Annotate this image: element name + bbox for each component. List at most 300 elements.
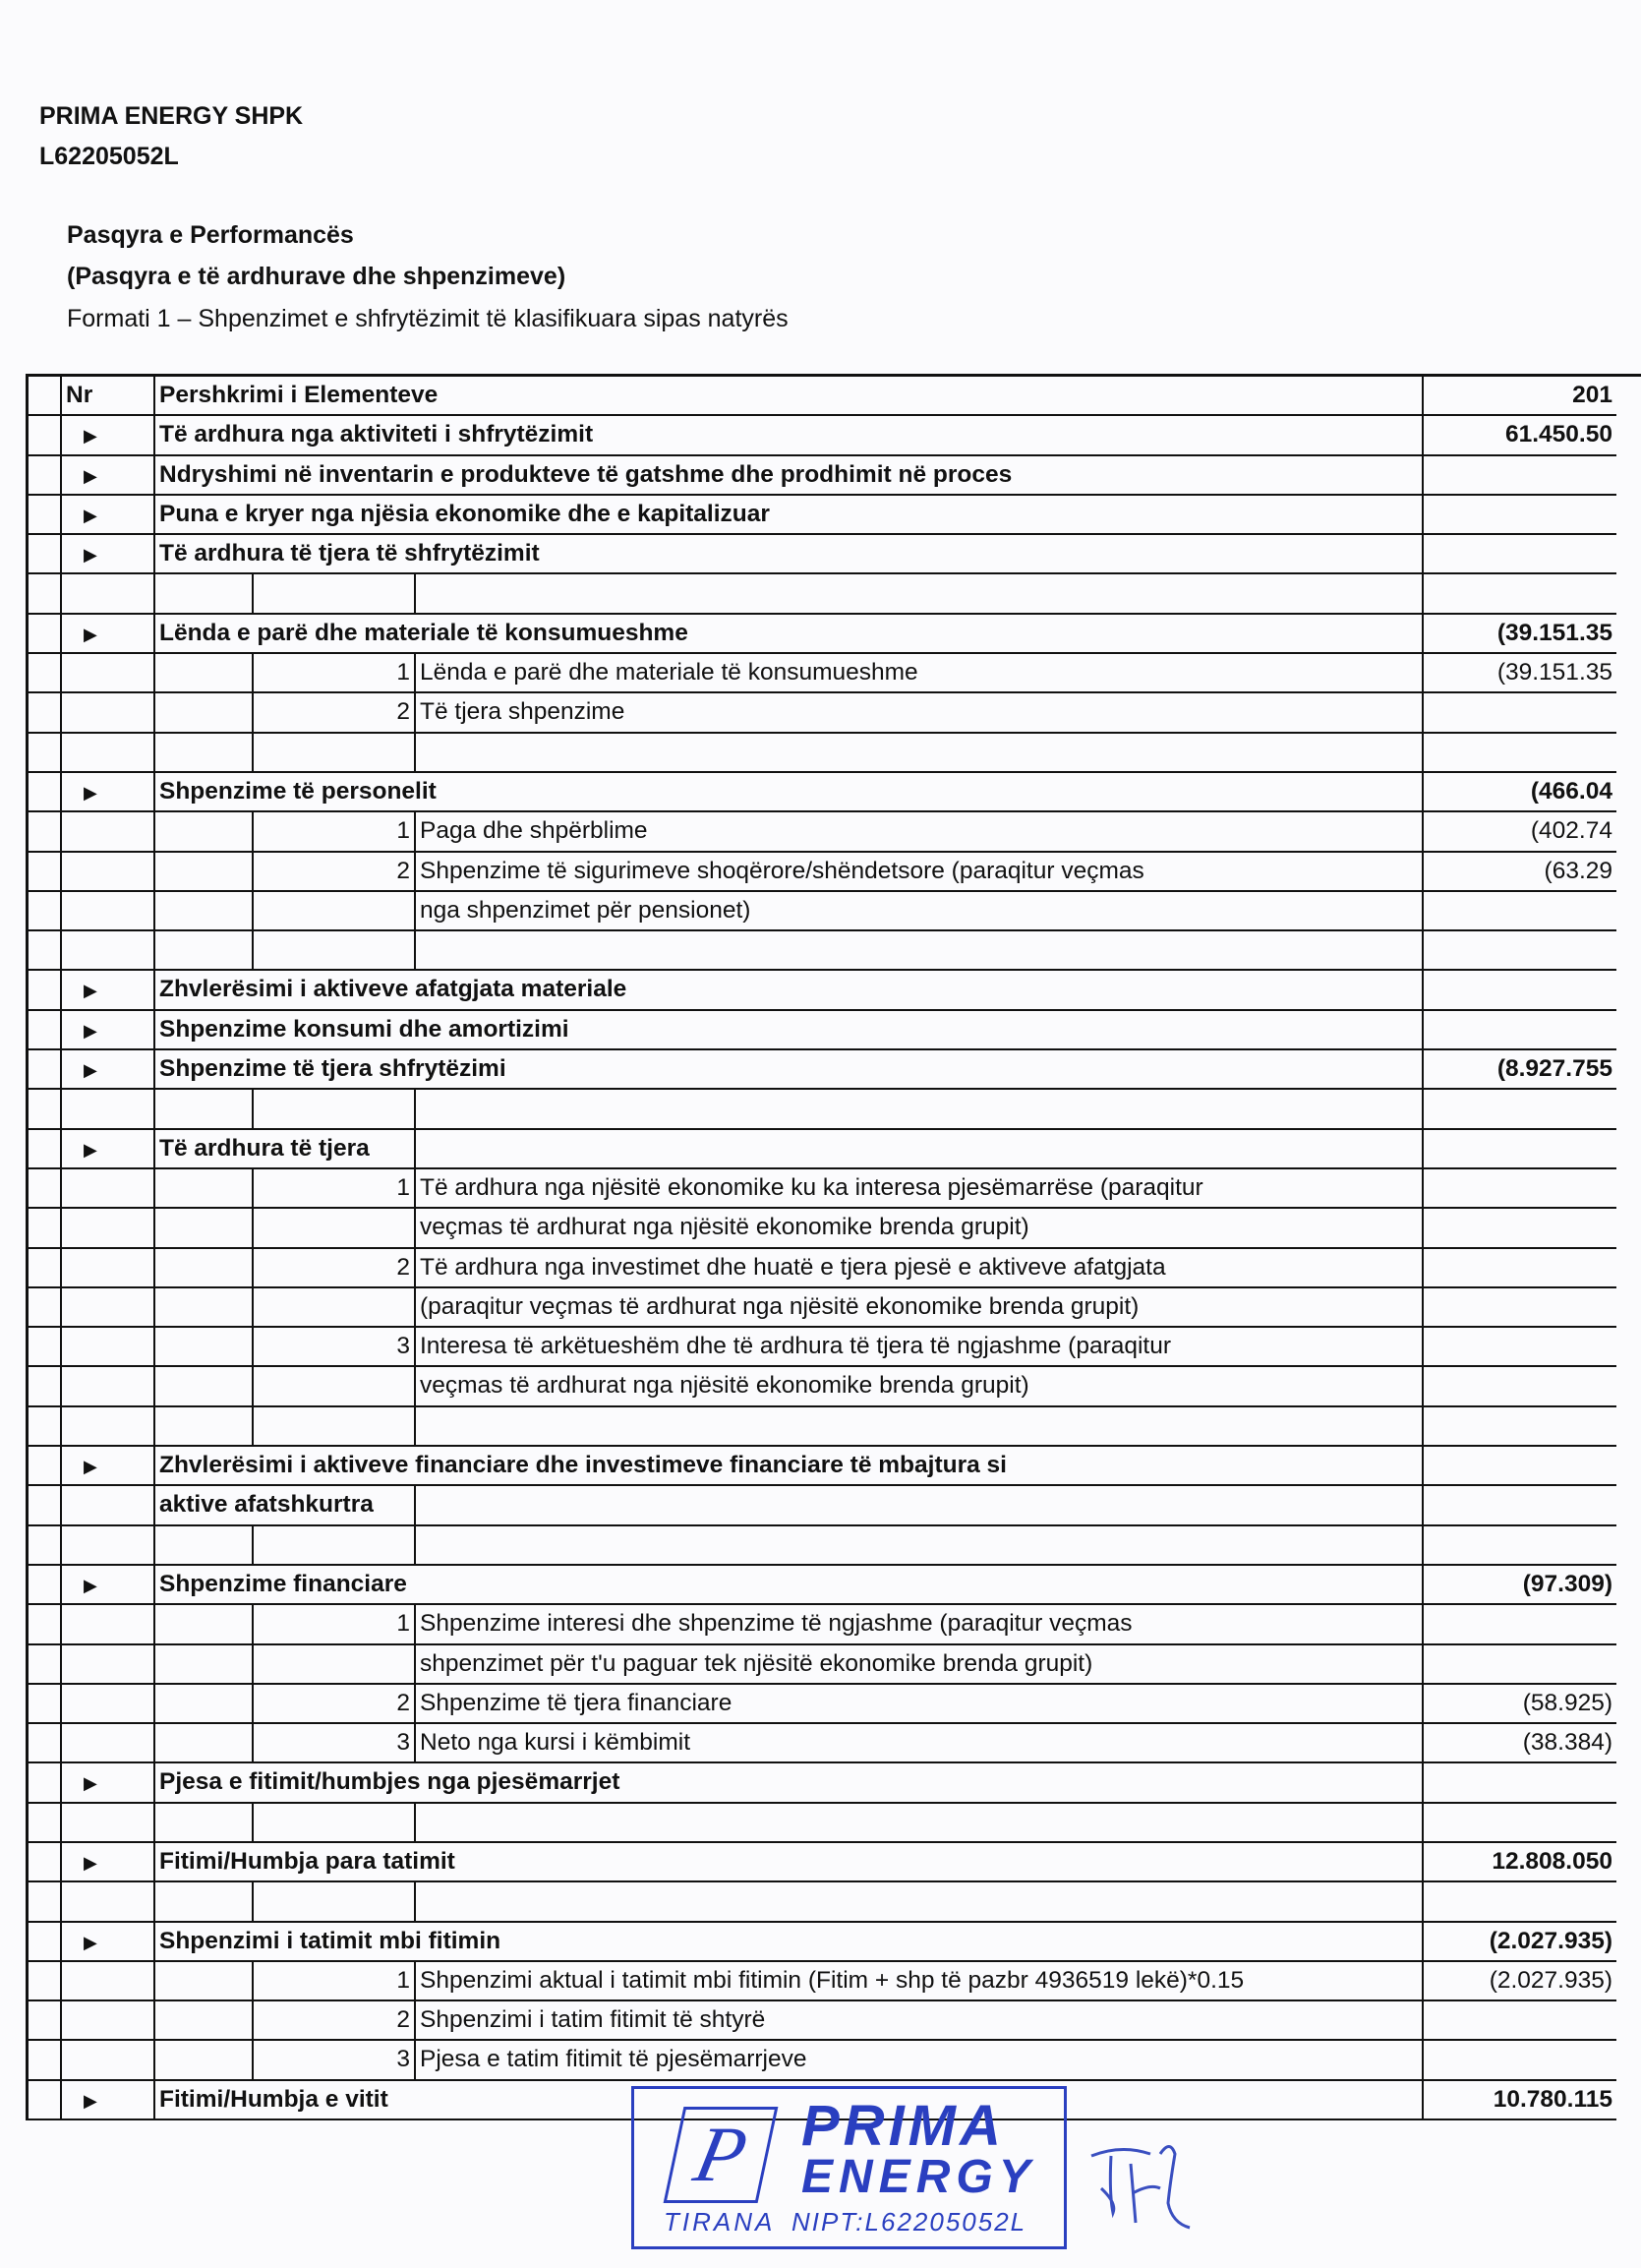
cell-blank <box>155 1882 254 1922</box>
cell-blank <box>155 1288 254 1328</box>
table-row <box>29 1209 1641 1248</box>
row-value <box>1424 1804 1616 1843</box>
row-value: (63.29 <box>1424 853 1616 892</box>
row-marker <box>62 496 155 535</box>
cell-blank <box>29 416 62 455</box>
row-value: (38.384) <box>1424 1724 1616 1763</box>
table-row <box>29 1169 1641 1209</box>
table-row <box>29 1130 1641 1169</box>
company-stamp <box>631 2086 1067 2249</box>
document-format: Formati 1 – Shpenzimet e shfrytëzimit të klasifikuara sipas natyrës <box>67 305 789 332</box>
triangle-right-icon: ▶ <box>84 1139 97 1160</box>
row-description: Shpenzimi i tatimit mbi fitimin <box>155 1923 1424 1962</box>
table-row <box>29 416 1641 455</box>
cell-blank <box>155 1526 254 1566</box>
cell-blank <box>29 1288 62 1328</box>
row-description <box>416 1407 1424 1447</box>
cell-blank <box>29 535 62 574</box>
cell-blank <box>62 1962 155 2001</box>
row-value <box>1424 1486 1616 1525</box>
cell-blank <box>29 1011 62 1050</box>
cell-blank <box>29 1407 62 1447</box>
row-value <box>1424 1367 1616 1406</box>
row-marker <box>62 1486 155 1525</box>
stamp-logo: P <box>664 2107 779 2203</box>
row-description: Shpenzime të sigurimeve shoqërore/shëndetsore (paraqitur veçmas <box>416 853 1424 892</box>
cell-blank <box>62 853 155 892</box>
cell-blank <box>29 1566 62 1605</box>
row-description <box>416 1882 1424 1922</box>
row-subnumber <box>254 1645 416 1685</box>
row-subnumber: 1 <box>254 1605 416 1644</box>
table-row <box>29 1288 1641 1328</box>
cell-blank <box>29 971 62 1010</box>
table-row <box>29 892 1641 931</box>
row-value <box>1424 892 1616 931</box>
cell-blank <box>155 1169 254 1209</box>
row-description: Shpenzime të tjera shfrytëzimi <box>155 1050 1424 1090</box>
table-row <box>29 931 1641 971</box>
cell-blank <box>62 654 155 693</box>
cell-blank <box>155 1249 254 1288</box>
row-subnumber: 3 <box>254 1328 416 1367</box>
row-description: Të tjera shpenzime <box>416 693 1424 733</box>
cell-blank <box>29 1962 62 2001</box>
row-description: veçmas të ardhurat nga njësitë ekonomike brenda grupit) <box>416 1209 1424 1248</box>
row-description: Interesa të arkëtueshëm dhe të ardhura të tjera të ngjashme (paraqitur <box>416 1328 1424 1367</box>
cell-blank <box>62 1328 155 1367</box>
row-subnumber <box>254 1882 416 1922</box>
cell-blank <box>29 2081 62 2120</box>
table-row <box>29 1843 1641 1882</box>
triangle-right-icon: ▶ <box>84 1020 97 1041</box>
cell-blank <box>29 1804 62 1843</box>
row-marker <box>62 2081 155 2120</box>
triangle-right-icon: ▶ <box>84 545 97 566</box>
signature <box>1082 2134 1209 2233</box>
row-description: Shpenzimi i tatim fitimit të shtyrë <box>416 2001 1424 2041</box>
row-description: Pjesa e fitimit/humbjes nga pjesëmarrjet <box>155 1763 1424 1803</box>
row-description: Pjesa e tatim fitimit të pjesëmarrjeve <box>416 2041 1424 2080</box>
row-value: 12.808.050 <box>1424 1843 1616 1882</box>
row-value <box>1424 1130 1616 1169</box>
row-value: (39.151.35 <box>1424 654 1616 693</box>
row-subnumber: 2 <box>254 1249 416 1288</box>
cell-blank <box>29 773 62 812</box>
table-row <box>29 1526 1641 1566</box>
row-subnumber <box>254 1804 416 1843</box>
cell-blank <box>62 1804 155 1843</box>
cell-blank <box>29 1724 62 1763</box>
row-value <box>1424 1011 1616 1050</box>
row-description: Paga dhe shpërblime <box>416 812 1424 852</box>
cell-blank <box>155 853 254 892</box>
cell-blank <box>155 1962 254 2001</box>
table-row <box>29 654 1641 693</box>
cell-blank <box>29 1763 62 1803</box>
table-row <box>29 535 1641 574</box>
cell-blank <box>62 2001 155 2041</box>
triangle-right-icon: ▶ <box>84 1575 97 1595</box>
row-marker <box>62 1923 155 1962</box>
row-description: nga shpenzimet për pensionet) <box>416 892 1424 931</box>
cell-blank <box>155 574 254 614</box>
stamp-nipt: NIPT:L62205052L <box>791 2207 1027 2237</box>
row-subnumber <box>254 574 416 614</box>
cell-blank <box>155 1090 254 1129</box>
company-name: PRIMA ENERGY SHPK <box>39 102 304 130</box>
cell-blank <box>155 1407 254 1447</box>
cell-blank <box>29 853 62 892</box>
row-marker <box>62 1011 155 1050</box>
table-row <box>29 1605 1641 1644</box>
row-value <box>1424 1209 1616 1248</box>
table-row <box>29 734 1641 773</box>
row-value <box>1424 1605 1616 1644</box>
row-marker <box>62 1566 155 1605</box>
row-description: shpenzimet për t'u paguar tek njësitë ekonomike brenda grupit) <box>416 1645 1424 1685</box>
document-title: Pasqyra e Performancës <box>67 221 354 249</box>
row-value: (466.04 <box>1424 773 1616 812</box>
cell-blank <box>155 1804 254 1843</box>
row-description: Ndryshimi në inventarin e produkteve të gatshme dhe prodhimit në proces <box>155 456 1424 496</box>
row-value <box>1424 535 1616 574</box>
triangle-right-icon: ▶ <box>84 2090 97 2111</box>
row-value <box>1424 1328 1616 1367</box>
cell-blank <box>29 1367 62 1406</box>
row-description: Të ardhura nga aktiviteti i shfrytëzimit <box>155 416 1424 455</box>
row-value <box>1424 2001 1616 2041</box>
row-marker <box>62 971 155 1010</box>
row-description: Shpenzimi aktual i tatimit mbi fitimin (Fitim + shp të pazbr 4936519 lekë)*0.15 <box>416 1962 1424 2001</box>
table-row <box>29 1645 1641 1685</box>
row-description: veçmas të ardhurat nga njësitë ekonomike brenda grupit) <box>416 1367 1424 1406</box>
row-subnumber: 3 <box>254 2041 416 2080</box>
row-description: Neto nga kursi i këmbimit <box>416 1724 1424 1763</box>
table-row <box>29 1882 1641 1922</box>
row-marker <box>62 1050 155 1090</box>
row-subnumber: 1 <box>254 1962 416 2001</box>
row-description: Fitimi/Humbja e vitit <box>155 2081 1424 2120</box>
cell-blank <box>62 1645 155 1685</box>
cell-blank <box>29 2001 62 2041</box>
row-subnumber: 1 <box>254 812 416 852</box>
row-subnumber: 1 <box>254 654 416 693</box>
cell-blank <box>62 1526 155 1566</box>
cell-blank <box>155 1645 254 1685</box>
table-row <box>29 812 1641 852</box>
cell-blank <box>29 1645 62 1685</box>
triangle-right-icon: ▶ <box>84 1773 97 1794</box>
row-description <box>416 931 1424 971</box>
cell-blank <box>155 1328 254 1367</box>
triangle-right-icon: ▶ <box>84 1060 97 1081</box>
table-row <box>29 615 1641 654</box>
cell-blank <box>155 1209 254 1248</box>
cell-blank <box>29 1605 62 1644</box>
cell-blank <box>62 892 155 931</box>
table-row <box>29 1407 1641 1447</box>
cell-blank <box>62 1685 155 1724</box>
row-marker <box>62 456 155 496</box>
cell-blank <box>29 1328 62 1367</box>
cell-blank <box>62 734 155 773</box>
row-subnumber: 2 <box>254 1685 416 1724</box>
row-description: Shpenzime interesi dhe shpenzime të ngjashme (paraqitur veçmas <box>416 1605 1424 1644</box>
cell-blank <box>29 1882 62 1922</box>
row-value <box>1424 931 1616 971</box>
row-subnumber <box>254 931 416 971</box>
cell-blank <box>62 693 155 733</box>
cell-blank <box>29 812 62 852</box>
row-subnumber: 2 <box>254 693 416 733</box>
row-description: Fitimi/Humbja para tatimit <box>155 1843 1424 1882</box>
row-value <box>1424 971 1616 1010</box>
row-value: (2.027.935) <box>1424 1923 1616 1962</box>
row-description: Lënda e parë dhe materiale të konsumueshme <box>155 615 1424 654</box>
performance-table <box>26 374 1641 2120</box>
row-value: (97.309) <box>1424 1566 1616 1605</box>
row-description <box>416 1804 1424 1843</box>
row-description: Shpenzime financiare <box>155 1566 1424 1605</box>
cell-blank <box>155 2001 254 2041</box>
table-row <box>29 496 1641 535</box>
row-description: (paraqitur veçmas të ardhurat nga njësitë ekonomike brenda grupit) <box>416 1288 1424 1328</box>
row-value: 10.780.115 <box>1424 2081 1616 2120</box>
header-description: Pershkrimi i Elementeve <box>155 377 1424 416</box>
table-row <box>29 971 1641 1010</box>
cell-blank <box>62 1249 155 1288</box>
table-row <box>29 1367 1641 1406</box>
cell-blank <box>29 892 62 931</box>
cell-blank <box>29 1249 62 1288</box>
row-value <box>1424 1447 1616 1486</box>
cell-blank <box>62 1724 155 1763</box>
cell-blank <box>29 931 62 971</box>
cell-blank <box>62 1367 155 1406</box>
row-description <box>416 1526 1424 1566</box>
row-description: Të ardhura nga investimet dhe huatë e tjera pjesë e aktiveve afatgjata <box>416 1249 1424 1288</box>
row-description: Shpenzime të personelit <box>155 773 1424 812</box>
row-value <box>1424 1526 1616 1566</box>
row-value <box>1424 496 1616 535</box>
row-value <box>1424 693 1616 733</box>
row-description: Zhvlerësimi i aktiveve afatgjata materiale <box>155 971 1424 1010</box>
cell-blank <box>155 1724 254 1763</box>
row-subnumber <box>254 1407 416 1447</box>
row-subnumber: 2 <box>254 2001 416 2041</box>
row-marker <box>62 416 155 455</box>
table-row <box>29 853 1641 892</box>
header-nr: Nr <box>62 377 155 416</box>
cell-blank <box>62 574 155 614</box>
row-marker <box>62 535 155 574</box>
cell-blank <box>29 1486 62 1525</box>
row-description: Të ardhura nga njësitë ekonomike ku ka interesa pjesëmarrëse (paraqitur <box>416 1169 1424 1209</box>
row-description: Lënda e parë dhe materiale të konsumueshme <box>416 654 1424 693</box>
row-value <box>1424 456 1616 496</box>
row-description: Zhvlerësimi i aktiveve financiare dhe investimeve financiare të mbajtura si <box>155 1447 1424 1486</box>
table-row <box>29 1763 1641 1803</box>
row-subnumber: 1 <box>254 1169 416 1209</box>
cell-blank <box>155 892 254 931</box>
cell-blank <box>29 1685 62 1724</box>
company-nipt: L62205052L <box>39 143 179 170</box>
row-value <box>1424 1169 1616 1209</box>
cell-blank <box>155 2041 254 2080</box>
triangle-right-icon: ▶ <box>84 1932 97 1952</box>
table-row <box>29 1962 1641 2001</box>
table-row <box>29 1011 1641 1050</box>
row-value: (58.925) <box>1424 1685 1616 1724</box>
cell-blank <box>29 377 62 416</box>
row-value <box>1424 1407 1616 1447</box>
cell-blank <box>29 615 62 654</box>
header-year: 201 <box>1424 377 1616 416</box>
cell-blank <box>62 1605 155 1644</box>
cell-blank <box>62 1407 155 1447</box>
table-row <box>29 1486 1641 1525</box>
table-header <box>29 377 1641 416</box>
row-value <box>1424 734 1616 773</box>
table-row <box>29 2041 1641 2080</box>
table-row <box>29 1050 1641 1090</box>
cell-blank <box>155 812 254 852</box>
row-marker <box>62 773 155 812</box>
row-subnumber <box>254 1209 416 1248</box>
table-row <box>29 574 1641 614</box>
table-row <box>29 1249 1641 1288</box>
row-value: (402.74 <box>1424 812 1616 852</box>
cell-blank <box>29 1090 62 1129</box>
cell-blank <box>29 2041 62 2080</box>
cell-blank <box>29 1050 62 1090</box>
cell-blank <box>62 812 155 852</box>
row-value <box>1424 574 1616 614</box>
cell-blank <box>416 1130 1424 1169</box>
row-description: Shpenzime të tjera financiare <box>416 1685 1424 1724</box>
row-value <box>1424 1763 1616 1803</box>
row-description <box>416 574 1424 614</box>
cell-blank <box>29 1923 62 1962</box>
triangle-right-icon: ▶ <box>84 465 97 486</box>
triangle-right-icon: ▶ <box>84 981 97 1001</box>
table-row <box>29 1923 1641 1962</box>
cell-blank <box>29 1169 62 1209</box>
cell-blank <box>155 931 254 971</box>
table-row <box>29 1090 1641 1129</box>
cell-blank <box>29 693 62 733</box>
cell-blank <box>62 1209 155 1248</box>
cell-blank <box>29 574 62 614</box>
table-row <box>29 2001 1641 2041</box>
cell-blank <box>155 1605 254 1644</box>
cell-blank <box>29 1209 62 1248</box>
table-row <box>29 1685 1641 1724</box>
stamp-line1: PRIMA <box>801 2094 1005 2158</box>
row-description: Të ardhura të tjera të shfrytëzimit <box>155 535 1424 574</box>
row-description: Puna e kryer nga njësia ekonomike dhe e kapitalizuar <box>155 496 1424 535</box>
cell-blank <box>62 1882 155 1922</box>
row-description <box>416 734 1424 773</box>
triangle-right-icon: ▶ <box>84 1852 97 1873</box>
row-subnumber: 3 <box>254 1724 416 1763</box>
row-description: Të ardhura të tjera <box>155 1130 416 1169</box>
document-subtitle: (Pasqyra e të ardhurave dhe shpenzimeve) <box>67 263 566 290</box>
row-value <box>1424 1645 1616 1685</box>
row-value: 61.450.50 <box>1424 416 1616 455</box>
row-marker <box>62 1763 155 1803</box>
table-row <box>29 693 1641 733</box>
cell-blank <box>155 1685 254 1724</box>
row-subnumber: 2 <box>254 853 416 892</box>
row-subnumber <box>254 734 416 773</box>
cell-blank <box>29 654 62 693</box>
stamp-city: TIRANA <box>664 2207 776 2237</box>
row-value <box>1424 2041 1616 2080</box>
cell-blank <box>62 931 155 971</box>
table-row <box>29 456 1641 496</box>
row-subnumber <box>254 1526 416 1566</box>
cell-blank <box>29 496 62 535</box>
triangle-right-icon: ▶ <box>84 505 97 525</box>
triangle-right-icon: ▶ <box>84 624 97 644</box>
cell-blank <box>62 1169 155 1209</box>
row-marker <box>62 1843 155 1882</box>
cell-blank <box>155 734 254 773</box>
cell-blank <box>29 1843 62 1882</box>
table-row <box>29 1447 1641 1486</box>
table-row <box>29 1804 1641 1843</box>
cell-blank <box>62 2041 155 2080</box>
cell-blank <box>416 1486 1424 1525</box>
row-subnumber <box>254 892 416 931</box>
row-value: (8.927.755 <box>1424 1050 1616 1090</box>
row-value <box>1424 1882 1616 1922</box>
table-row <box>29 1566 1641 1605</box>
table-row <box>29 1724 1641 1763</box>
row-value <box>1424 1090 1616 1129</box>
triangle-right-icon: ▶ <box>84 426 97 447</box>
row-value: (39.151.35 <box>1424 615 1616 654</box>
triangle-right-icon: ▶ <box>84 1457 97 1477</box>
cell-blank <box>155 693 254 733</box>
row-marker <box>62 615 155 654</box>
cell-blank <box>29 1526 62 1566</box>
triangle-right-icon: ▶ <box>84 782 97 803</box>
cell-blank <box>29 734 62 773</box>
row-marker <box>62 1447 155 1486</box>
cell-blank <box>155 654 254 693</box>
row-value <box>1424 1249 1616 1288</box>
row-value <box>1424 1288 1616 1328</box>
table-row <box>29 773 1641 812</box>
cell-blank <box>62 1090 155 1129</box>
row-subnumber <box>254 1288 416 1328</box>
row-description <box>416 1090 1424 1129</box>
stamp-line2: ENERGY <box>801 2151 1036 2203</box>
row-marker <box>62 1130 155 1169</box>
row-subnumber <box>254 1367 416 1406</box>
row-subnumber <box>254 1090 416 1129</box>
row-description: Shpenzime konsumi dhe amortizimi <box>155 1011 1424 1050</box>
cell-blank <box>155 1367 254 1406</box>
table-row <box>29 1328 1641 1367</box>
cell-blank <box>29 1447 62 1486</box>
cell-blank <box>29 456 62 496</box>
cell-blank <box>62 1288 155 1328</box>
row-value: (2.027.935) <box>1424 1962 1616 2001</box>
